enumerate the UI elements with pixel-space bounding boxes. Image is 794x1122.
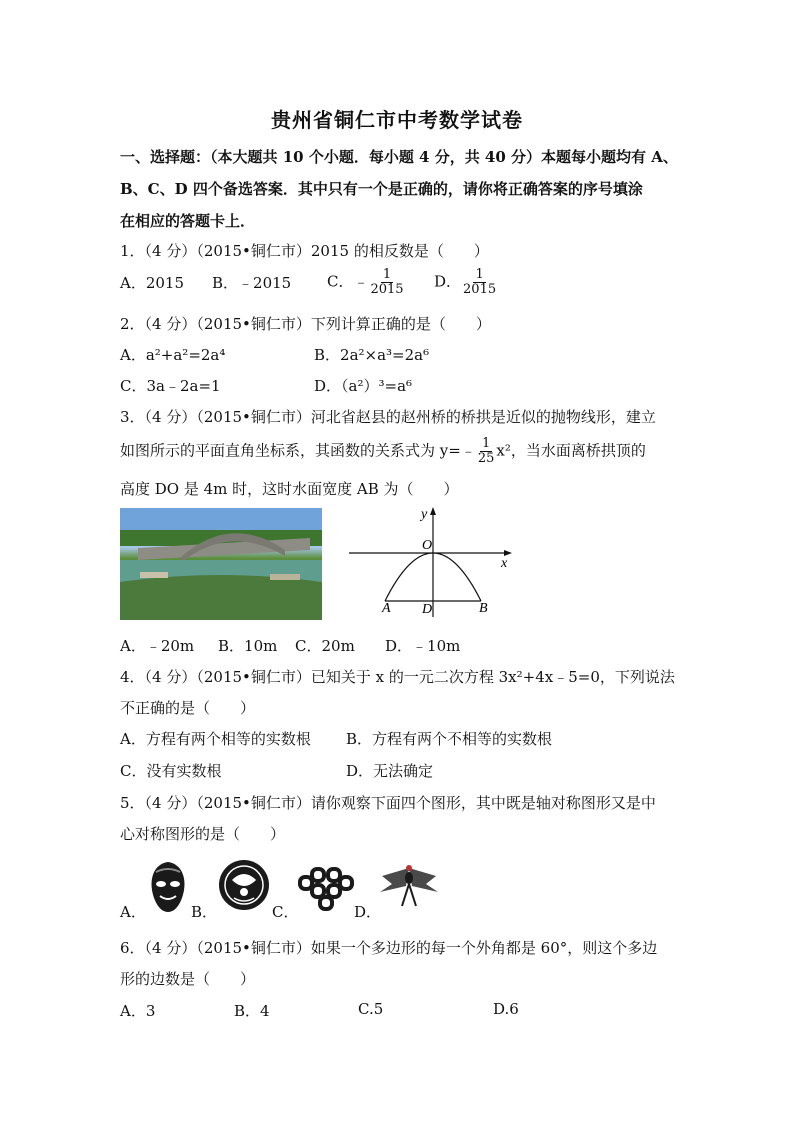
q3-frac-numerator: 1 — [481, 436, 491, 451]
label-a: A — [382, 601, 391, 616]
q4-option-d: D．无法确定 — [346, 762, 434, 780]
q4-option-a: A．方程有两个相等的实数根 — [120, 730, 311, 748]
q3-line2-pre: 如图所示的平面直角坐标系，其函数的关系式为 y=﹣ — [120, 441, 476, 460]
bridge-photo — [120, 508, 322, 620]
q2-option-d: D．（a²）³=a⁶ — [314, 377, 413, 395]
q1-option-d-fraction — [463, 268, 496, 297]
q1-d-numerator: 1 — [475, 267, 484, 282]
chinese-knot-c-icon — [298, 863, 354, 913]
q1-option-c-prefix: C．﹣ — [327, 272, 369, 291]
q5-line2: 心对称图形的是（ ） — [120, 825, 286, 843]
q4-option-c: C．没有实数根 — [120, 762, 222, 780]
q1-d-denominator: 2015 — [463, 282, 497, 297]
q6-option-a: A．3 — [120, 1002, 156, 1020]
q3-option-a: A．﹣20m — [120, 637, 195, 655]
section-header-line2: B、C、D 四个备选答案．其中只有一个是正确的，请你将正确答案的序号填涂 — [120, 180, 643, 198]
q4-line1: 4．（4 分）（2015•铜仁市）已知关于 x 的一元二次方程 3x²+4x﹣5=0，下列说法 — [120, 668, 675, 686]
q2-option-c: C．3a﹣2a=1 — [120, 377, 221, 395]
q2-option-a: A．a²+a²=2a⁴ — [120, 346, 226, 364]
section-header-line1: 一、选择题：（本大题共 10 个小题．每小题 4 分，共 40 分）本题每小题均有 A、 — [120, 148, 678, 166]
label-y: y — [421, 507, 428, 522]
q3-line3: 高度 DO 是 4m 时，这时水面宽度 AB 为（ ） — [120, 480, 459, 498]
q2-stem: 2．（4 分）（2015•铜仁市）下列计算正确的是（ ） — [120, 315, 491, 333]
q1-option-c-fraction — [370, 268, 403, 297]
q5-option-c-label: C． — [272, 903, 299, 921]
q3-line1: 3．（4 分）（2015•铜仁市）河北省赵县的赵州桥的桥拱是近似的抛物线形，建立 — [120, 408, 656, 426]
y-axis-arrow — [430, 507, 436, 515]
opera-mask-a-icon — [148, 860, 188, 914]
q1-c-denominator: 2015 — [370, 282, 404, 297]
q3-line2 — [120, 437, 646, 466]
round-ornament-b-icon — [218, 856, 270, 914]
q5-option-d-label: D． — [354, 903, 382, 921]
q5-line1: 5．（4 分）（2015•铜仁市）请你观察下面四个图形，其中既是轴对称图形又是中 — [120, 794, 656, 812]
q3-frac-denominator: 25 — [477, 451, 495, 466]
q6-line2: 形的边数是（ ） — [120, 970, 256, 988]
q1-option-d-prefix: D． — [434, 272, 462, 291]
q1-option-c — [327, 268, 406, 297]
q3-option-d: D．﹣10m — [385, 637, 461, 655]
parabola-coordinate-figure — [345, 505, 520, 620]
q6-option-b: B．4 — [234, 1002, 270, 1020]
q2-option-b: B．2a²×a³=2a⁶ — [314, 346, 430, 364]
q5-option-b-label: B． — [191, 903, 218, 921]
page-title: 贵州省铜仁市中考数学试卷 — [271, 108, 523, 132]
label-d: D — [422, 602, 433, 617]
label-x: x — [501, 556, 508, 571]
kite-d-icon — [378, 862, 440, 910]
q1-option-a: A．2015 — [120, 274, 185, 292]
q6-option-c: C.5 — [358, 1000, 384, 1018]
q4-option-b: B．方程有两个不相等的实数根 — [346, 730, 553, 748]
q1-stem: 1．（4 分）（2015•铜仁市）2015 的相反数是（ ） — [120, 242, 489, 260]
q5-option-a-label: A． — [120, 903, 146, 921]
label-o: O — [422, 538, 433, 553]
q1-option-d — [434, 268, 498, 297]
q6-option-d: D.6 — [493, 1000, 519, 1018]
q3-option-b: B．10m — [218, 637, 278, 655]
label-b: B — [479, 601, 488, 616]
q6-line1: 6．（4 分）（2015•铜仁市）如果一个多边形的每一个外角都是 60°，则这个多边 — [120, 939, 658, 957]
q3-line2-post: x²，当水面离桥拱顶的 — [496, 441, 646, 460]
q3-option-c: C．20m — [295, 637, 355, 655]
q3-fraction — [478, 437, 495, 466]
q4-line2: 不正确的是（ ） — [120, 699, 256, 717]
section-header-line3: 在相应的答题卡上． — [120, 212, 256, 230]
q1-c-numerator: 1 — [382, 267, 392, 282]
q1-option-b: B．﹣2015 — [212, 274, 292, 292]
